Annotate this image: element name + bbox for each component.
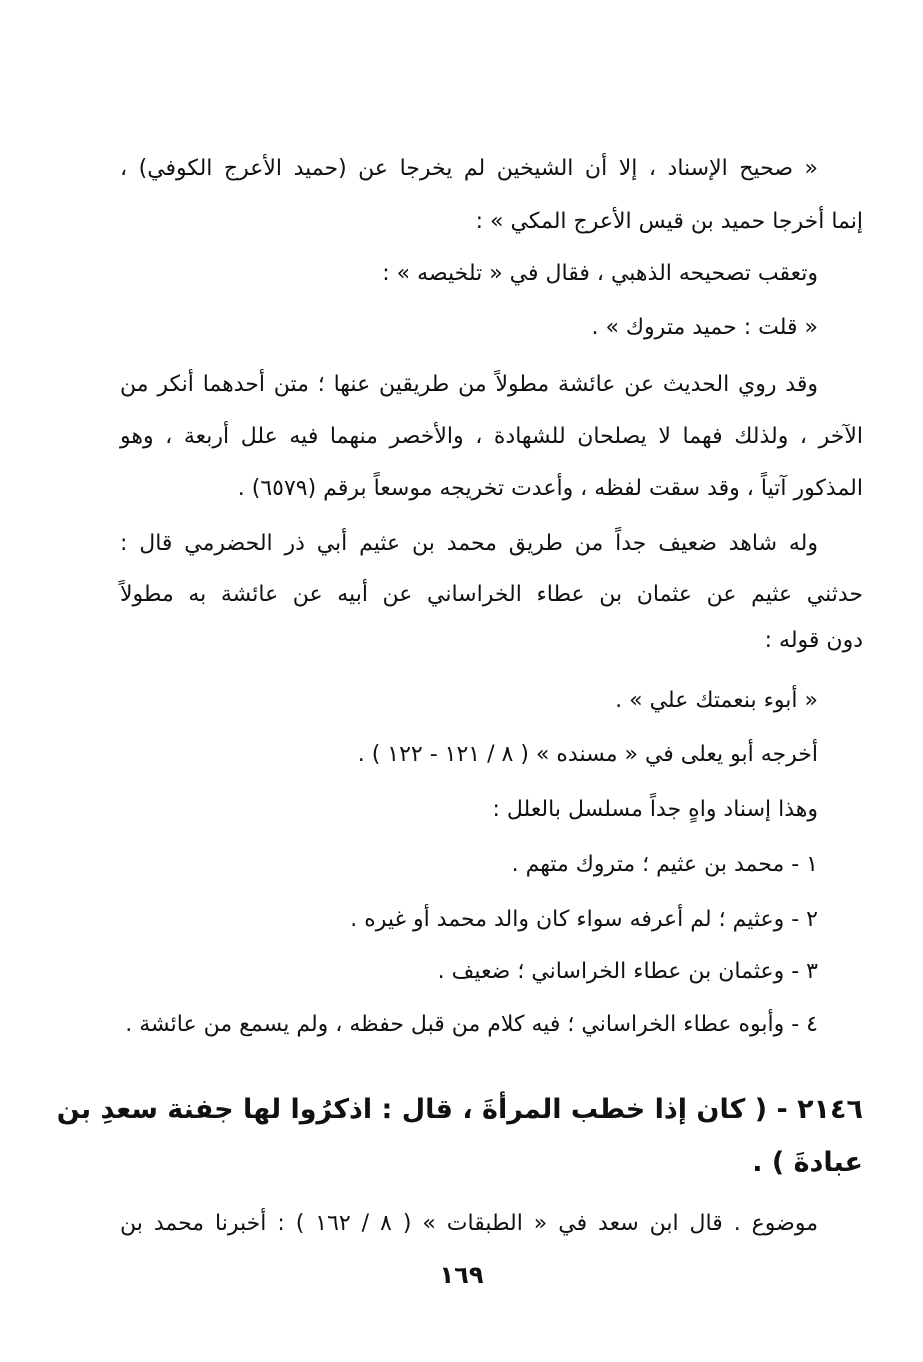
page-number: ١٦٩ bbox=[439, 1261, 484, 1289]
hadith-heading-line-1 bbox=[56, 1090, 863, 1130]
text-line-14: ١ - محمد بن عثيم ؛ متروك متهم . bbox=[511, 852, 818, 877]
text-line-17: ٤ - وأبوه عطاء الخراساني ؛ فيه كلام من قبل حفظه ، ولم يسمع من عائشة . bbox=[125, 1012, 818, 1037]
text-line-2: إنما أخرجا حميد بن قيس الأعرج المكي » : bbox=[475, 209, 863, 234]
text-line-15: ٢ - وعثيم ؛ لم أعرفه سواء كان والد محمد أو غيره . bbox=[350, 907, 818, 932]
hadith-number: ٢١٤٦ bbox=[797, 1094, 863, 1125]
text-line-12: أخرجه أبو يعلى في « مسنده » ( ٨ / ١٢١ - ١٢٢ ) . bbox=[357, 742, 818, 767]
text-line-13: وهذا إسناد واهٍ جداً مسلسل بالعلل : bbox=[492, 797, 818, 822]
text-line-16: ٣ - وعثمان بن عطاء الخراساني ؛ ضعيف . bbox=[437, 959, 818, 984]
hadith-heading-line-2: عبادةَ ) . bbox=[752, 1147, 863, 1178]
text-line-7: المذكور آتياً ، وقد سقت لفظه ، وأعدت تخريجه موسعاً برقم (٦٥٧٩) . bbox=[237, 476, 863, 501]
text-line-3: وتعقب تصحيحه الذهبي ، فقال في « تلخيصه » : bbox=[382, 261, 818, 286]
text-line-1: « صحيح الإسناد ، إلا أن الشيخين لم يخرجا عن (حميد الأعرج الكوفي) ، bbox=[120, 156, 818, 181]
text-line-5: وقد روي الحديث عن عائشة مطولاً من طريقين عنها ؛ متن أحدهما أنكر من bbox=[120, 372, 818, 397]
text-line-11: « أبوء بنعمتك علي » . bbox=[615, 688, 818, 713]
text-line-10: دون قوله : bbox=[764, 628, 863, 653]
grade-line: موضوع . قال ابن سعد في « الطبقات » ( ٨ / ١٦٢ ) : أخبرنا محمد بن bbox=[120, 1211, 818, 1236]
hadith-text-line-1: - ( كان إذا خطب المرأةَ ، قال : اذكرُوا لها جفنة سعدِ بن bbox=[56, 1094, 788, 1125]
text-line-8: وله شاهد ضعيف جداً من طريق محمد بن عثيم أبي ذر الحضرمي قال : bbox=[120, 531, 818, 556]
text-line-9: حدثني عثيم عن عثمان بن عطاء الخراساني عن أبيه عن عائشة به مطولاً bbox=[120, 582, 863, 607]
text-line-6: الآخر ، ولذلك فهما لا يصلحان للشهادة ، والأخصر منهما فيه علل أربعة ، وهو bbox=[120, 424, 863, 449]
text-line-4: « قلت : حميد متروك » . bbox=[591, 315, 818, 340]
